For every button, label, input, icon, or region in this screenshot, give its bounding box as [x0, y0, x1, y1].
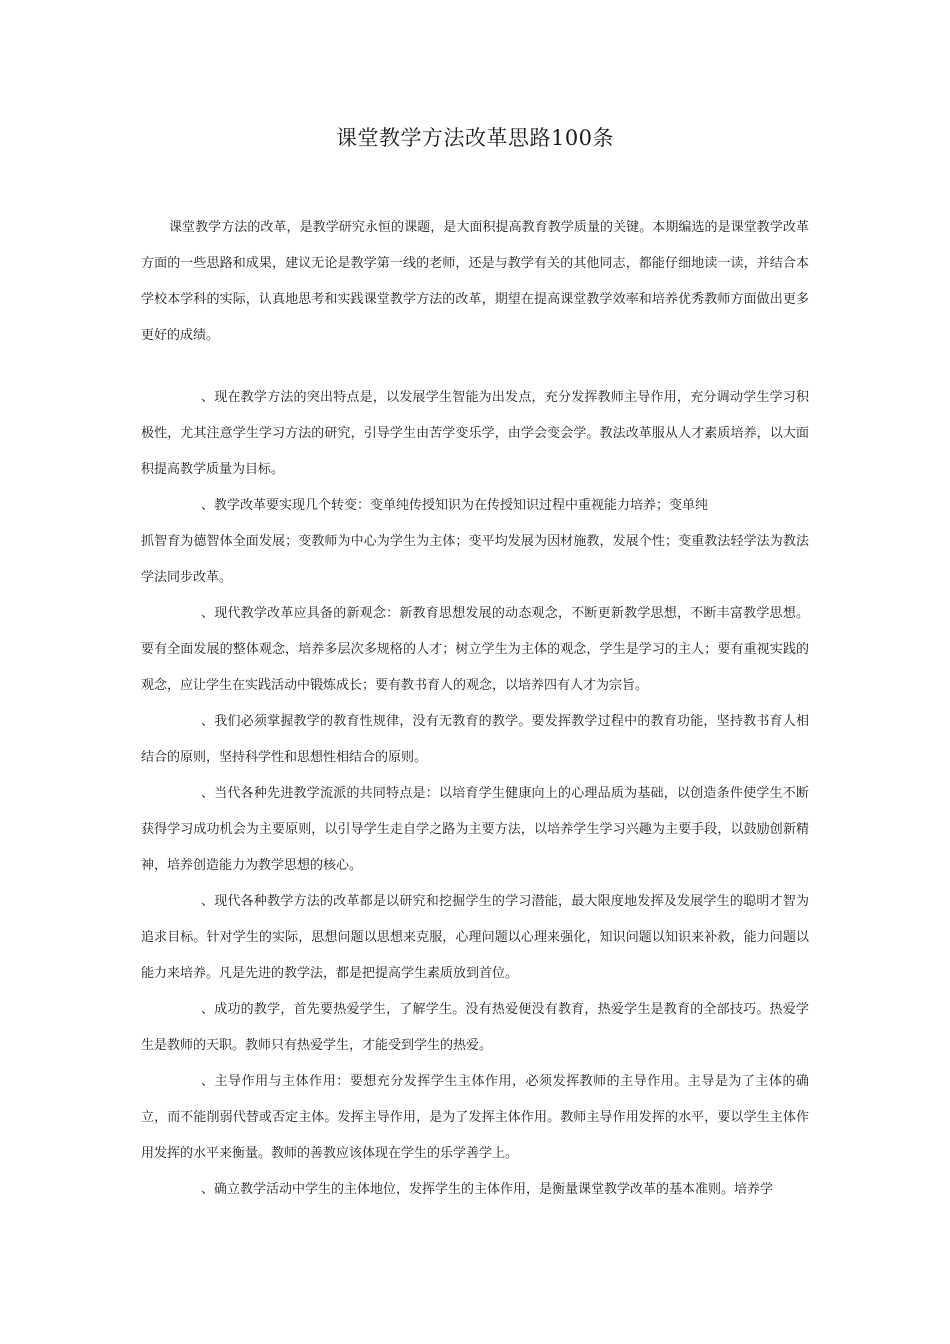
list-item-continuation: 抓智育为德智体全面发展；变教师为中心为学生为主体；变平均发展为因材施教，发展个性；变重教法轻学法为教法学法同步改革。 [141, 534, 809, 585]
list-item: 、确立教学活动中学生的主体地位，发挥学生的主体作用，是衡量课堂教学改革的基本准则。培养学 [201, 1182, 774, 1197]
list-item: 、现代各种教学方法的改革都是以研究和挖掘学生的学习潜能，最大限度地发挥及发展学生的聪明才智为追求目标。针对学生的实际，思想问题以思想来克服，心理问题以心理来强化，知识问题以知识来补救，能力问题以能力来培养。凡是先进的教学法，都是把提高学生素质放到首位。 [141, 894, 809, 981]
list-item: 、现在教学方法的突出特点是，以发展学生智能为出发点，充分发挥教师主导作用，充分调动学生学习积极性，尤其注意学生学习方法的研究，引导学生由苦学变乐学，由学会变会学。教法改革服从人才素质培养，以大面积提高教学质量为目标。 [141, 390, 809, 477]
list-item: 、当代各种先进教学流派的共同特点是：以培育学生健康向上的心理品质为基础，以创造条件使学生不断获得学习成功机会为主要原则，以引导学生走自学之路为主要方法，以培养学生学习兴趣为主要手段，以鼓励创新精神，培养创造能力为教学思想的核心。 [141, 786, 809, 873]
list-item: 、成功的教学，首先要热爱学生，了解学生。没有热爱便没有教育，热爱学生是教育的全部技巧。热爱学生是教师的天职。教师只有热爱学生，才能受到学生的热爱。 [141, 1002, 809, 1053]
intro-paragraph: 课堂教学方法的改革，是教学研究永恒的课题，是大面积提高教育教学质量的关键。本期编选的是课堂教学改革方面的一些思路和成果，建议无论是教学第一线的老师，还是与教学有关的其他同志，都能仔细地读一读，并结合本学校本学科的实际，认真地思考和实践课堂教学方法的改革，期望在提高课堂教学效率和培养优秀教师方面做出更多更好的成绩。 [141, 220, 809, 343]
list-item: 、我们必须掌握教学的教育性规律，没有无教育的教学。要发挥教学过程中的教育功能，坚持教书育人相结合的原则，坚持科学性和思想性相结合的原则。 [141, 714, 809, 765]
items-list [141, 380, 809, 1208]
list-item: 、现代教学改革应具备的新观念：新教育思想发展的动态观念，不断更新教学思想，不断丰富教学思想。要有全面发展的整体观念，培养多层次多规格的人才；树立学生为主体的观念，学生是学习的主人；要有重视实践的观念，应让学生在实践活动中锻炼成长；要有教书育人的观念，以培养四有人才为宗旨。 [141, 606, 809, 693]
document-title: 课堂教学方法改革思路100条 [335, 126, 615, 150]
list-item: 、教学改革要实现几个转变：变单纯传授知识为在传授知识过程中重视能力培养；变单纯 [201, 498, 709, 513]
list-item: 、主导作用与主体作用：要想充分发挥学生主体作用，必须发挥教师的主导作用。主导是为了主体的确立，而不能削弱代替或否定主体。发挥主导作用，是为了发挥主体作用。教师主导作用发挥的水平，要以学生主体作用发挥的水平来衡量。教师的善教应该体现在学生的乐学善学上。 [141, 1074, 809, 1161]
